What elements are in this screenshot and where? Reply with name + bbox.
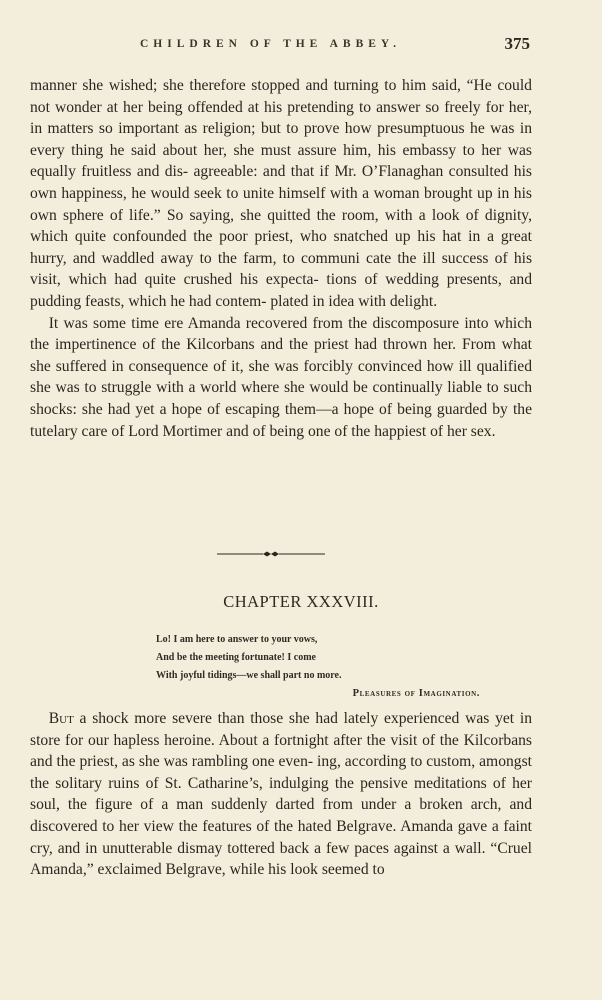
- text-line: dignity, which quite confounded the poor priest, who snatched up: [30, 206, 532, 246]
- text-line: prove how presumptuous he was in every thing he said about her, she: [30, 120, 532, 159]
- paragraph-2: [30, 313, 532, 443]
- text-line: view the features of the hated Belgrave. Amanda gave a faint cry,: [30, 817, 532, 857]
- text-line: was yet in store for our hapless heroine. About a fortnight after the: [30, 710, 532, 749]
- text-line: manner she wished; she therefore stopped and turning to him said,: [30, 77, 461, 94]
- text-line: “He could not wonder at her being offended at his pretending to: [30, 77, 532, 116]
- section-divider-ornament: [217, 551, 325, 557]
- text-line: forcibly convinced how ill qualified she was to struggle with a world: [30, 357, 532, 397]
- chapter-epigraph: [156, 631, 480, 703]
- text-line: must assure him, his embassy to her was equally fruitless and dis-: [30, 141, 532, 181]
- text-line: where she would be continually liable to such shocks: she had yet a: [30, 379, 532, 418]
- epigraph-line: With joyful tidings—we shall part no more.: [156, 670, 342, 681]
- text-line: sphere of life.” So saying, she quitted the room, with a look of: [63, 206, 479, 224]
- text-block-before-chapter: [30, 75, 532, 442]
- epigraph-line: Lo! I am here to answer to your vows,: [156, 634, 318, 645]
- text-line: and in unutterable dismay tottered back a few paces against a wall.: [57, 839, 486, 857]
- running-head: CHILDREN OF THE ABBEY.: [140, 38, 402, 50]
- page-header: [0, 34, 602, 58]
- text-block-after-chapter: [30, 708, 532, 881]
- text-line: into which the impertinence of the Kilcorbans and the priest had: [30, 314, 532, 354]
- text-line: a shock more severe than those she had lately experienced: [73, 710, 460, 727]
- text-line: tions of wedding presents, and pudding feasts, which he had contem-: [30, 271, 533, 310]
- chapter-title: CHAPTER XXXVIII.: [223, 592, 379, 611]
- epigraph-source: Pleasures of Imagination.: [352, 688, 480, 699]
- text-line: of Lord Mortimer and of being one of the happiest of her sex.: [111, 422, 496, 440]
- text-line: “Cruel Amanda,” exclaimed Belgrave, while his look seemed to: [30, 839, 532, 879]
- text-line: he would seek to unite himself with a woman brought up in his own: [30, 184, 533, 224]
- text-line: suddenly darted from under a broken arch, and discovered to her: [30, 796, 532, 835]
- text-line: his hat in a great hurry, and waddled away to the farm, to communi: [30, 228, 533, 267]
- text-line: cate the ill success of his visit, which had quite crushed his expecta-: [30, 249, 533, 289]
- text-line: hope of escaping them—a hope of being guarded by the tutelary care: [30, 400, 533, 440]
- epigraph-line: And be the meeting fortunate! I come: [156, 652, 316, 663]
- text-line: It was some time ere Amanda recovered from the discomposure: [48, 314, 460, 332]
- text-line: thrown her. From what she suffered in consequence of it, she was: [30, 336, 532, 375]
- page-number: 375: [504, 34, 530, 53]
- text-line: indulging the pensive meditations of her soul, the figure of a man: [30, 774, 532, 814]
- text-line: plated in idea with delight.: [270, 292, 438, 310]
- text-line: answer so freely for her, in matters so important as religion; but to: [30, 98, 532, 138]
- paragraph-1: [30, 75, 532, 313]
- paragraph-3: [30, 708, 532, 881]
- text-line: ing, according to custom, amongst the solitary ruins of St. Catharine’s,: [30, 753, 532, 792]
- lead-word: But: [48, 710, 74, 727]
- text-line: visit of the Kilcorbans and the priest, as she was rambling one even-: [30, 731, 533, 771]
- text-line: agreeable: and that if Mr. O’Flanaghan consulted his own happiness,: [30, 163, 532, 202]
